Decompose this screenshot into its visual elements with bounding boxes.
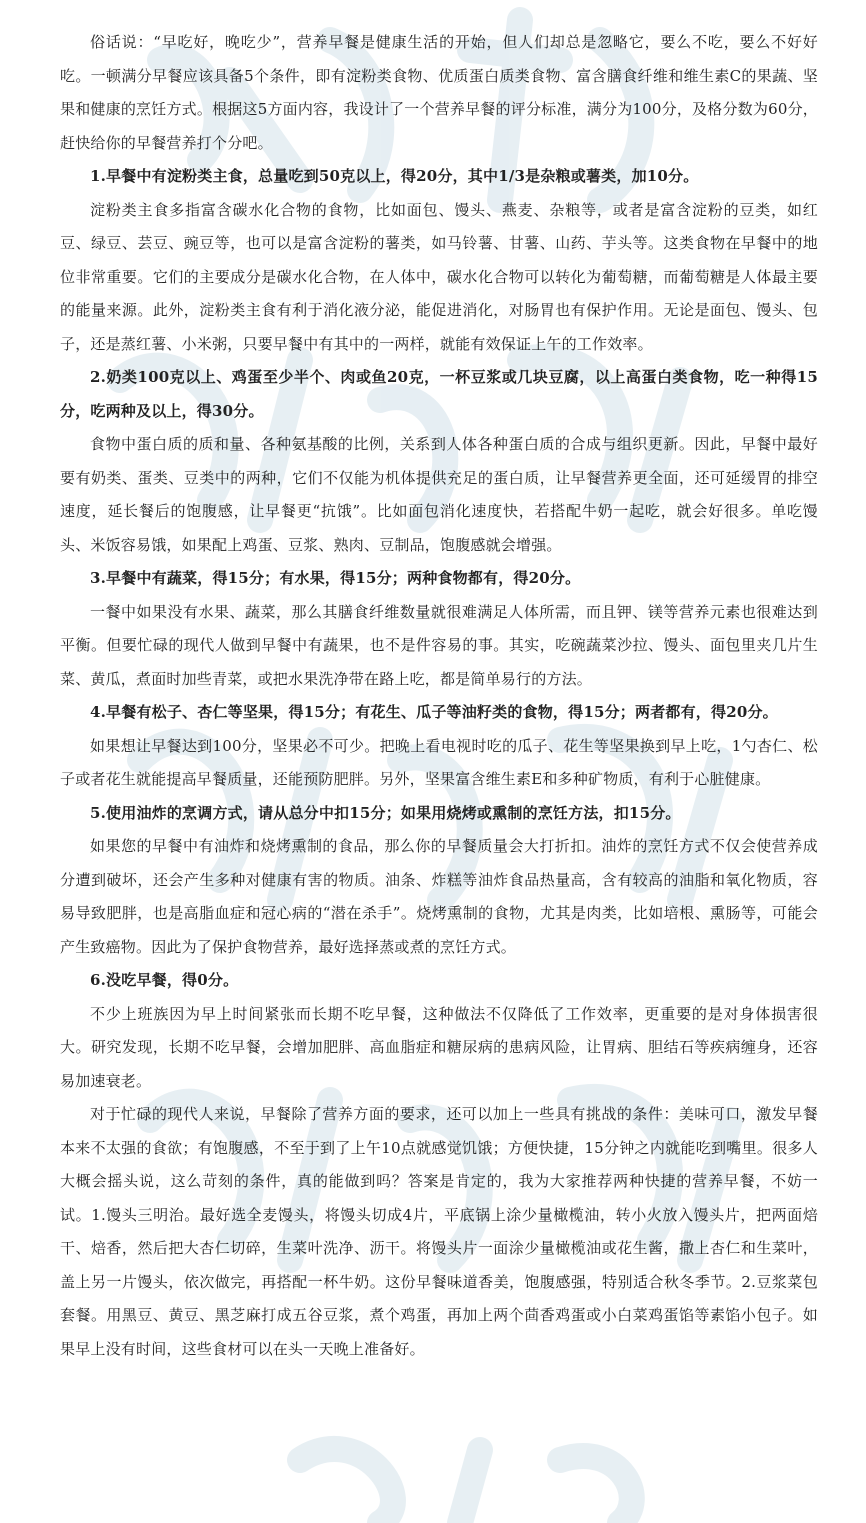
criterion-2-paragraph: 食物中蛋白质的质和量、各种氨基酸的比例，关系到人体各种蛋白质的合成与组织更新。因此，早餐中最好要有奶类、蛋类、豆类中的两种，它们不仅能为机体提供充足的蛋白质，让早餐营养更全面，还可延缓胃的排空速度，延长餐后的饱腹感，让早餐更“抗饿”。比如面包消化速度快，若搭配牛奶一起吃，就会好很多。单吃馒头、米饭容易饿，如果配上鸡蛋、豆浆、熟肉、豆制品，饱腹感就会增强。 xyxy=(60,435,818,554)
criterion-1-heading: 1.早餐中有淀粉类主食，总量吃到50克以上，得20分，其中1/3是杂粮或薯类，加10分。 xyxy=(90,167,699,185)
criterion-4-heading: 4.早餐有松子、杏仁等坚果，得15分；有花生、瓜子等油籽类的食物，得15分；两者都有，得20分。 xyxy=(90,703,778,721)
criterion-2-heading: 2.奶类100克以上、鸡蛋至少半个、肉或鱼20克，一杯豆浆或几块豆腐，以上高蛋白类食物，吃一种得15分，吃两种及以上，得30分。 xyxy=(60,368,818,420)
criterion-3-heading: 3.早餐中有蔬菜，得15分；有水果，得15分；两种食物都有，得20分。 xyxy=(90,569,581,587)
criterion-4-paragraph: 如果想让早餐达到100分，坚果必不可少。把晚上看电视时吃的瓜子、花生等坚果换到早上吃，1勺杏仁、松子或者花生就能提高早餐质量，还能预防肥胖。另外，坚果富含维生素E和多种矿物质，有利于心脏健康。 xyxy=(60,736,818,788)
criterion-6-paragraph: 不少上班族因为早上时间紧张而长期不吃早餐，这种做法不仅降低了工作效率，更重要的是对身体损害很大。研究发现，长期不吃早餐，会增加肥胖、高血脂症和糖尿病的患病风险，让胃病、胆结石等疾病缠身，还容易加速衰老。 xyxy=(60,1004,818,1090)
criterion-1-paragraph: 淀粉类主食多指富含碳水化合物的食物，比如面包、馒头、燕麦、杂粮等，或者是富含淀粉的豆类，如红豆、绿豆、芸豆、豌豆等，也可以是富含淀粉的薯类，如马铃薯、甘薯、山药、芋头等。这类食物在早餐中的地位非常重要。它们的主要成分是碳水化合物，在人体中，碳水化合物可以转化为葡萄糖，而葡萄糖是人体最主要的能量来源。此外，淀粉类主食有利于消化液分泌，能促进消化，对肠胃也有保护作用。无论是面包、馒头、包子，还是蒸红薯、小米粥，只要早餐中有其中的一两样，就能有效保证上午的工作效率。 xyxy=(60,200,818,353)
intro-paragraph: 俗话说：“早吃好，晚吃少”，营养早餐是健康生活的开始，但人们却总是忽略它，要么不吃，要么不好好吃。一顿满分早餐应该具备5个条件，即有淀粉类食物、优质蛋白质类食物、富含膳食纤维和维生素C的果蔬、坚果和健康的烹饪方式。根据这5方面内容，我设计了一个营养早餐的评分标准，满分为100分，及格分数为60分，赶快给你的早餐营养打个分吧。 xyxy=(60,33,818,152)
criterion-5-heading: 5.使用油炸的烹调方式，请从总分中扣15分；如果用烧烤或熏制的烹饪方法，扣15分。 xyxy=(90,803,681,822)
criterion-6-heading: 6.没吃早餐，得0分。 xyxy=(90,971,239,989)
recommendation-paragraph: 对于忙碌的现代人来说，早餐除了营养方面的要求，还可以加上一些具有挑战的条件：美味可口，激发早餐本来不太强的食欲；有饱腹感，不至于到了上午10点就感觉饥饿；方便快捷，15分钟之内就能吃到嘴里。很多人大概会摇头说，这么苛刻的条件，真的能做到吗？答案是肯定的，我为大家推荐两种快捷的营养早餐，不妨一试。1.馒头三明治。最好选全麦馒头，将馒头切成4片，平底锅上涂少量橄榄油，转小火放入馒头片，把两面焙干、焙香，然后把大杏仁切碎，生菜叶洗净、沥干。将馒头片一面涂少量橄榄油或花生酱，撒上杏仁和生菜叶，盖上另一片馒头，依次做完，再搭配一杯牛奶。这份早餐味道香美，饱腹感强，特别适合秋冬季节。2.豆浆菜包套餐。用黑豆、黄豆、黑芝麻打成五谷豆浆，煮个鸡蛋，再加上两个茴香鸡蛋或小白菜鸡蛋馅等素馅小包子。如果早上没有时间，这些食材可以在头一天晚上准备好。 xyxy=(60,1105,818,1358)
criterion-3-paragraph: 一餐中如果没有水果、蔬菜，那么其膳食纤维数量就很难满足人体所需，而且钾、镁等营养元素也很难达到平衡。但要忙碌的现代人做到早餐中有蔬果，也不是件容易的事。其实，吃碗蔬菜沙拉、馒头、面包里夹几片生菜、黄瓜，煮面时加些青菜，或把水果洗净带在路上吃，都是简单易行的方法。 xyxy=(60,602,818,688)
criterion-5-paragraph: 如果您的早餐中有油炸和烧烤熏制的食品，那么你的早餐质量会大打折扣。油炸的烹饪方式不仅会使营养成分遭到破坏，还会产生多种对健康有害的物质。油条、炸糕等油炸食品热量高，含有较高的油脂和氧化物质，容易导致肥胖，也是高脂血症和冠心病的“潜在杀手”。烧烤熏制的食物，尤其是肉类，比如培根、熏肠等，可能会产生致癌物。因此为了保护食物营养，最好选择蒸或煮的烹饪方式。 xyxy=(60,837,818,956)
